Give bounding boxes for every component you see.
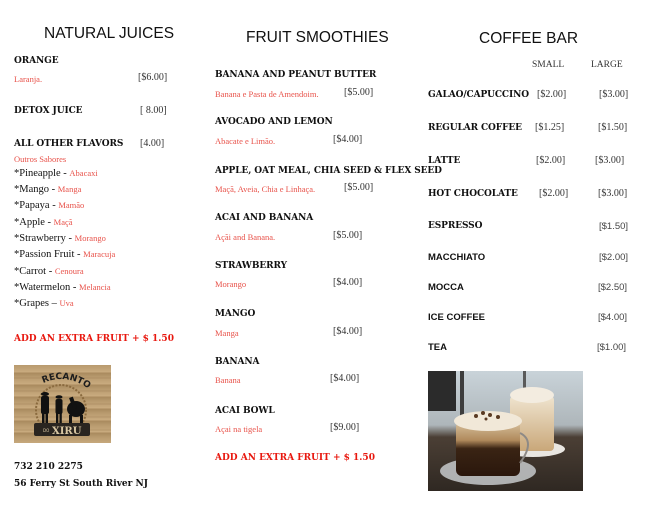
coffee-item-name: LATTE — [428, 156, 461, 166]
coffee-price-large: [$3.00] — [599, 89, 629, 100]
menu-item-subtitle: Açãi and Banana. — [215, 232, 276, 242]
flavor-item: *Mango - Manga — [14, 184, 82, 195]
menu-item-subtitle: Outros Sabores — [14, 154, 67, 164]
extra-fruit-note: ADD AN EXTRA FRUIT + $ 1.50 — [14, 334, 174, 344]
menu-item-name: DETOX JUICE — [14, 106, 83, 116]
coffee-price: [$2.50] — [598, 282, 628, 293]
coffee-price-small: [$2.00] — [537, 89, 567, 100]
menu-item-price: [$5.00] — [344, 87, 374, 98]
coffee-price: [$2.00] — [599, 252, 629, 263]
menu-item-name: BANANA AND PEANUT BUTTER — [215, 70, 377, 80]
coffee-price-large: [$3.00] — [598, 188, 628, 199]
natural-juices-title: NATURAL JUICES — [44, 25, 175, 42]
coffee-item-name: MOCCA — [428, 282, 464, 293]
menu-item-subtitle: Banana — [215, 375, 241, 385]
menu-item-subtitle: Maçã, Aveia, Chia e Linhaça. — [215, 184, 316, 194]
menu-item-price: [$4.00] — [333, 277, 363, 288]
svg-text:XIRU: XIRU — [52, 426, 82, 437]
coffee-price-small: [$1.25] — [535, 122, 565, 133]
coffee-item-name: HOT CHOCOLATE — [428, 189, 518, 199]
menu-item-subtitle: Abacate e Limão. — [215, 136, 276, 146]
coffee-item-name: ICE COFFEE — [428, 312, 486, 323]
menu-item-price: [$4.00] — [330, 373, 360, 384]
menu-item-name: ACAI AND BANANA — [215, 213, 314, 223]
menu-item-subtitle: Morango — [215, 279, 247, 289]
coffee-price: [$4.00] — [598, 312, 628, 323]
phone-number: 732 210 2275 — [14, 462, 83, 472]
svg-text:RECANTO: RECANTO — [40, 371, 93, 392]
menu-item-name: ALL OTHER FLAVORS — [14, 139, 124, 149]
flavor-item: *Apple - Maçã — [14, 217, 73, 228]
menu-item-price: [$6.00] — [138, 72, 168, 83]
menu-item-subtitle: Açai na tigela — [215, 424, 263, 434]
coffee-price-small: [$2.00] — [536, 155, 566, 166]
menu-item-price: [ 8.00] — [140, 105, 167, 116]
coffee-price-small: [$2.00] — [539, 188, 569, 199]
menu-item-price: [$4.00] — [333, 326, 363, 337]
flavor-item: *Grapes – Uva — [14, 298, 74, 309]
extra-fruit-note: ADD AN EXTRA FRUIT + $ 1.50 — [215, 453, 375, 463]
coffee-item-name: GALAO/CAPUCCINO — [428, 90, 529, 100]
coffee-item-name: TEA — [428, 342, 447, 353]
restaurant-logo — [14, 365, 111, 443]
menu-item-subtitle: Laranja. — [14, 74, 43, 84]
menu-item-subtitle: Banana e Pasta de Amendoim. — [215, 89, 319, 99]
menu-item-price: [$4.00] — [333, 134, 363, 145]
coffee-item-name: ESPRESSO — [428, 221, 483, 231]
flavor-item: *Pineapple - Abacaxi — [14, 168, 98, 179]
menu-item-name: AVOCADO AND LEMON — [215, 117, 333, 127]
coffee-drinks-photo — [428, 371, 583, 491]
coffee-item-name: MACCHIATO — [428, 252, 486, 263]
menu-item-name: BANANA — [215, 357, 260, 367]
menu-item-subtitle: Manga — [215, 328, 239, 338]
menu-item-price: [$9.00] — [330, 422, 360, 433]
menu-item-name: MANGO — [215, 309, 256, 319]
menu-item-name: STRAWBERRY — [215, 261, 287, 271]
coffee-price-large: [$1.50] — [598, 122, 628, 133]
column-header-large: LARGE — [591, 60, 623, 70]
flavor-item: *Papaya - Mamão — [14, 200, 85, 211]
menu-item-name: ACAI BOWL — [215, 406, 275, 416]
coffee-price-large: [$3.00] — [595, 155, 625, 166]
address: 56 Ferry St South River NJ — [14, 479, 149, 489]
column-header-small: SMALL — [532, 60, 565, 70]
coffee-price: [$1.00] — [597, 342, 627, 353]
flavor-item: *Watermelon - Melancia — [14, 282, 111, 293]
menu-item-name: APPLE, OAT MEAL, CHIA SEED & FLEX SEED — [215, 166, 442, 176]
menu-item-price: [4.00] — [140, 138, 165, 149]
coffee-item-name: REGULAR COFFEE — [428, 123, 522, 133]
menu-item-price: [$5.00] — [344, 182, 374, 193]
flavor-item: *Passion Fruit - Maracuja — [14, 249, 116, 260]
menu-item-name: ORANGE — [14, 56, 59, 66]
coffee-price: [$1.50] — [599, 221, 629, 232]
fruit-smoothies-title: FRUIT SMOOTHIES — [246, 29, 389, 46]
coffee-bar-title: COFFEE BAR — [479, 30, 579, 47]
menu-item-price: [$5.00] — [333, 230, 363, 241]
flavor-item: *Carrot - Cenoura — [14, 266, 84, 277]
svg-text:DO: DO — [43, 428, 50, 433]
flavor-item: *Strawberry - Morango — [14, 233, 106, 244]
